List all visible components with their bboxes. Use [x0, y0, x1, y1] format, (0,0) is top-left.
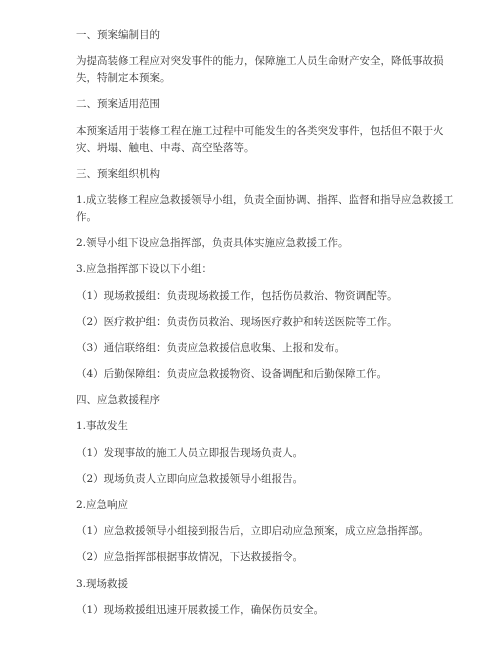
section-heading-4: 四、应急救援程序	[76, 394, 160, 407]
document-body	[76, 27, 462, 619]
paragraph-purpose: 为提高装修工程应对突发事件的能力，保障施工人员生命财产安全，降低事故损失，特制定本预案。	[76, 55, 444, 85]
section-heading-1: 一、预案编制目的	[76, 29, 160, 41]
group-item-3: （3）通信联络组：负责应急救援信息收集、上报和发布。	[76, 341, 346, 354]
org-item-1: 1.成立装修工程应急救援领导小组，负责全面协调、指挥、监督和指导应急救援工作。	[76, 193, 454, 223]
org-item-3: 3.应急指挥部下设以下小组：	[76, 263, 213, 276]
step-heading-3: 3.现场救援	[76, 577, 129, 590]
step-2-item-1: （1）应急救援领导小组接到报告后，立即启动应急预案，成立应急指挥部。	[76, 525, 430, 538]
step-3-item-1: （1）现场救援组迅速开展救援工作，确保伤员安全。	[76, 603, 325, 616]
step-2-item-2: （2）应急指挥部根据事故情况，下达救援指令。	[76, 551, 304, 564]
section-heading-3: 三、预案组织机构	[76, 167, 160, 180]
paragraph-scope: 本预案适用于装修工程在施工过程中可能发生的各类突发事件，包括但不限于火灾、坍塌、触电、中毒、高空坠落等。	[76, 124, 444, 154]
group-item-2: （2）医疗救护组：负责伤员救治、现场医疗救护和转送医院等工作。	[76, 315, 398, 328]
step-heading-2: 2.应急响应	[76, 499, 129, 511]
org-item-2: 2.领导小组下设应急指挥部，负责具体实施应急救援工作。	[76, 237, 349, 250]
step-heading-1: 1.事故发生	[76, 420, 129, 433]
step-1-item-1: （1）发现事故的施工人员立即报告现场负责人。	[76, 446, 304, 459]
group-item-1: （1）现场救援组：负责现场救援工作，包括伤员救治、物资调配等。	[76, 289, 398, 302]
step-1-item-2: （2）现场负责人立即向应急救援领导小组报告。	[76, 472, 304, 485]
group-item-4: （4）后勤保障组：负责应急救援物资、设备调配和后勤保障工作。	[76, 368, 388, 381]
section-heading-2: 二、预案适用范围	[76, 98, 160, 111]
